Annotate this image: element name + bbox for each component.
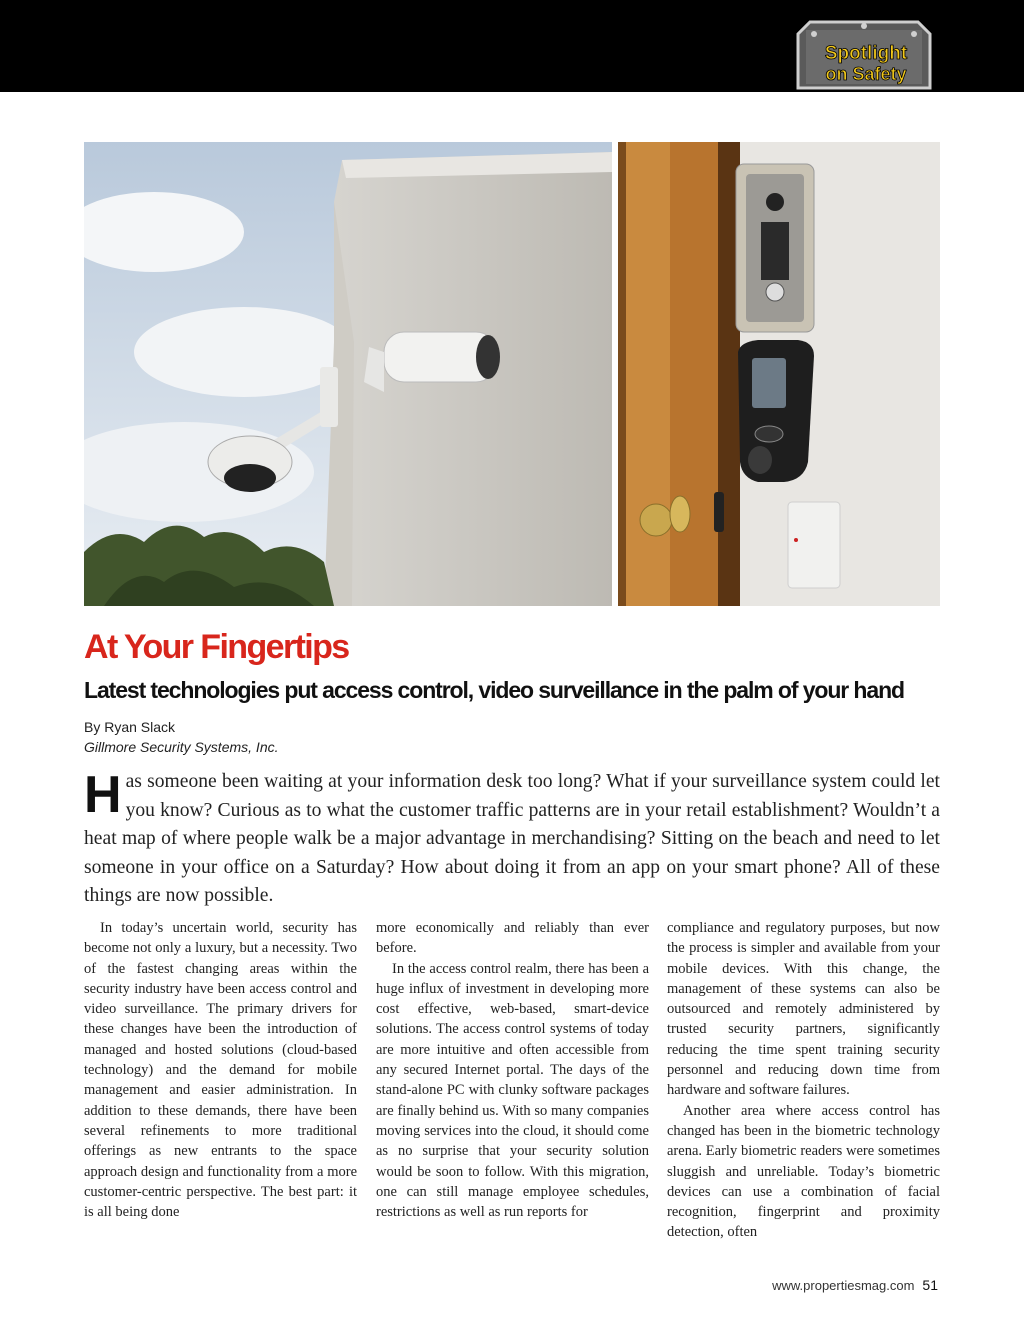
spotlight-on-safety-logo bbox=[796, 20, 932, 90]
paragraph: In today’s uncertain world, security has become not only a luxury, but a necessity. Two of the fastest changing areas within the security industry have been access control and video surveillance. The primary drivers for these changes have been the introduction of managed and hosted solutions (cloud-based technology) and the demand for mobile management and easier administration. In addition to these demands, there have been several refinements to more traditional offerings as new entrants to the space approach design and functionality from a more customer-centric perspective. The best part: it is all being done bbox=[84, 920, 357, 1221]
paragraph: compliance and regulatory purposes, but now the process is simpler and available from your mobile devices. With this change, the management of these systems can also be outsourced and remotely administered by trusted security partners, significantly reducing the time spent training security personnel and reducing down time from hardware and software failures. bbox=[667, 920, 940, 1099]
paragraph: In the access control realm, there has been a huge influx of investment in developing more cost effective, web-based, smart-device solutions. The access control systems of today are more intuitive and often accessible from any secured Internet portal. The days of the stand-alone PC with clunky software packages are finally behind us. With so many companies moving services into the cloud, it should come as no surprise that your security solution would be soon to follow. With this migration, one can still manage employee schedules, restrictions as well as run reports for bbox=[376, 960, 649, 1221]
svg-text:Spotlight: Spotlight bbox=[824, 43, 908, 64]
paragraph: Another area where access control has changed has been in the biometric technology arena. Early biometric readers were sometimes sluggish and unreliable. Today’s biometric devices can use a combination of facial recognition, fingerprint and proximity detection, often bbox=[667, 1102, 940, 1241]
access-control-panel-photo bbox=[618, 142, 940, 606]
author-company: Gillmore Security Systems, Inc. bbox=[84, 739, 279, 755]
security-cameras-photo bbox=[84, 142, 612, 606]
article-intro bbox=[84, 768, 940, 911]
intro-text: as someone been waiting at your information desk too long? What if your surveillance system could let you know? Curious as to what the customer traffic patterns are in your retail establishment? Wouldn’t a heat map of where people walk be a major advantage in merchandising? Sitting on the beach and need to let someone in your office on a Saturday? How about doing it from an app on your smart phone? All of these things are now possible. bbox=[84, 771, 940, 907]
website-url: www.propertiesmag.com bbox=[772, 1278, 915, 1293]
page-footer bbox=[772, 1277, 938, 1293]
article-subtitle: Latest technologies put access control, video surveillance in the palm of your hand bbox=[84, 677, 904, 703]
body-column-1 bbox=[84, 918, 357, 1222]
body-column-3 bbox=[667, 918, 940, 1243]
svg-text:on Safety: on Safety bbox=[825, 64, 907, 84]
author-byline: By Ryan Slack bbox=[84, 719, 176, 735]
page-number: 51 bbox=[922, 1277, 938, 1293]
header-bar bbox=[0, 0, 1024, 92]
article-title: At Your Fingertips bbox=[84, 628, 349, 666]
body-column-2 bbox=[376, 918, 649, 1222]
paragraph: more economically and reliably than ever before. bbox=[376, 920, 649, 957]
drop-cap: H bbox=[84, 766, 122, 824]
